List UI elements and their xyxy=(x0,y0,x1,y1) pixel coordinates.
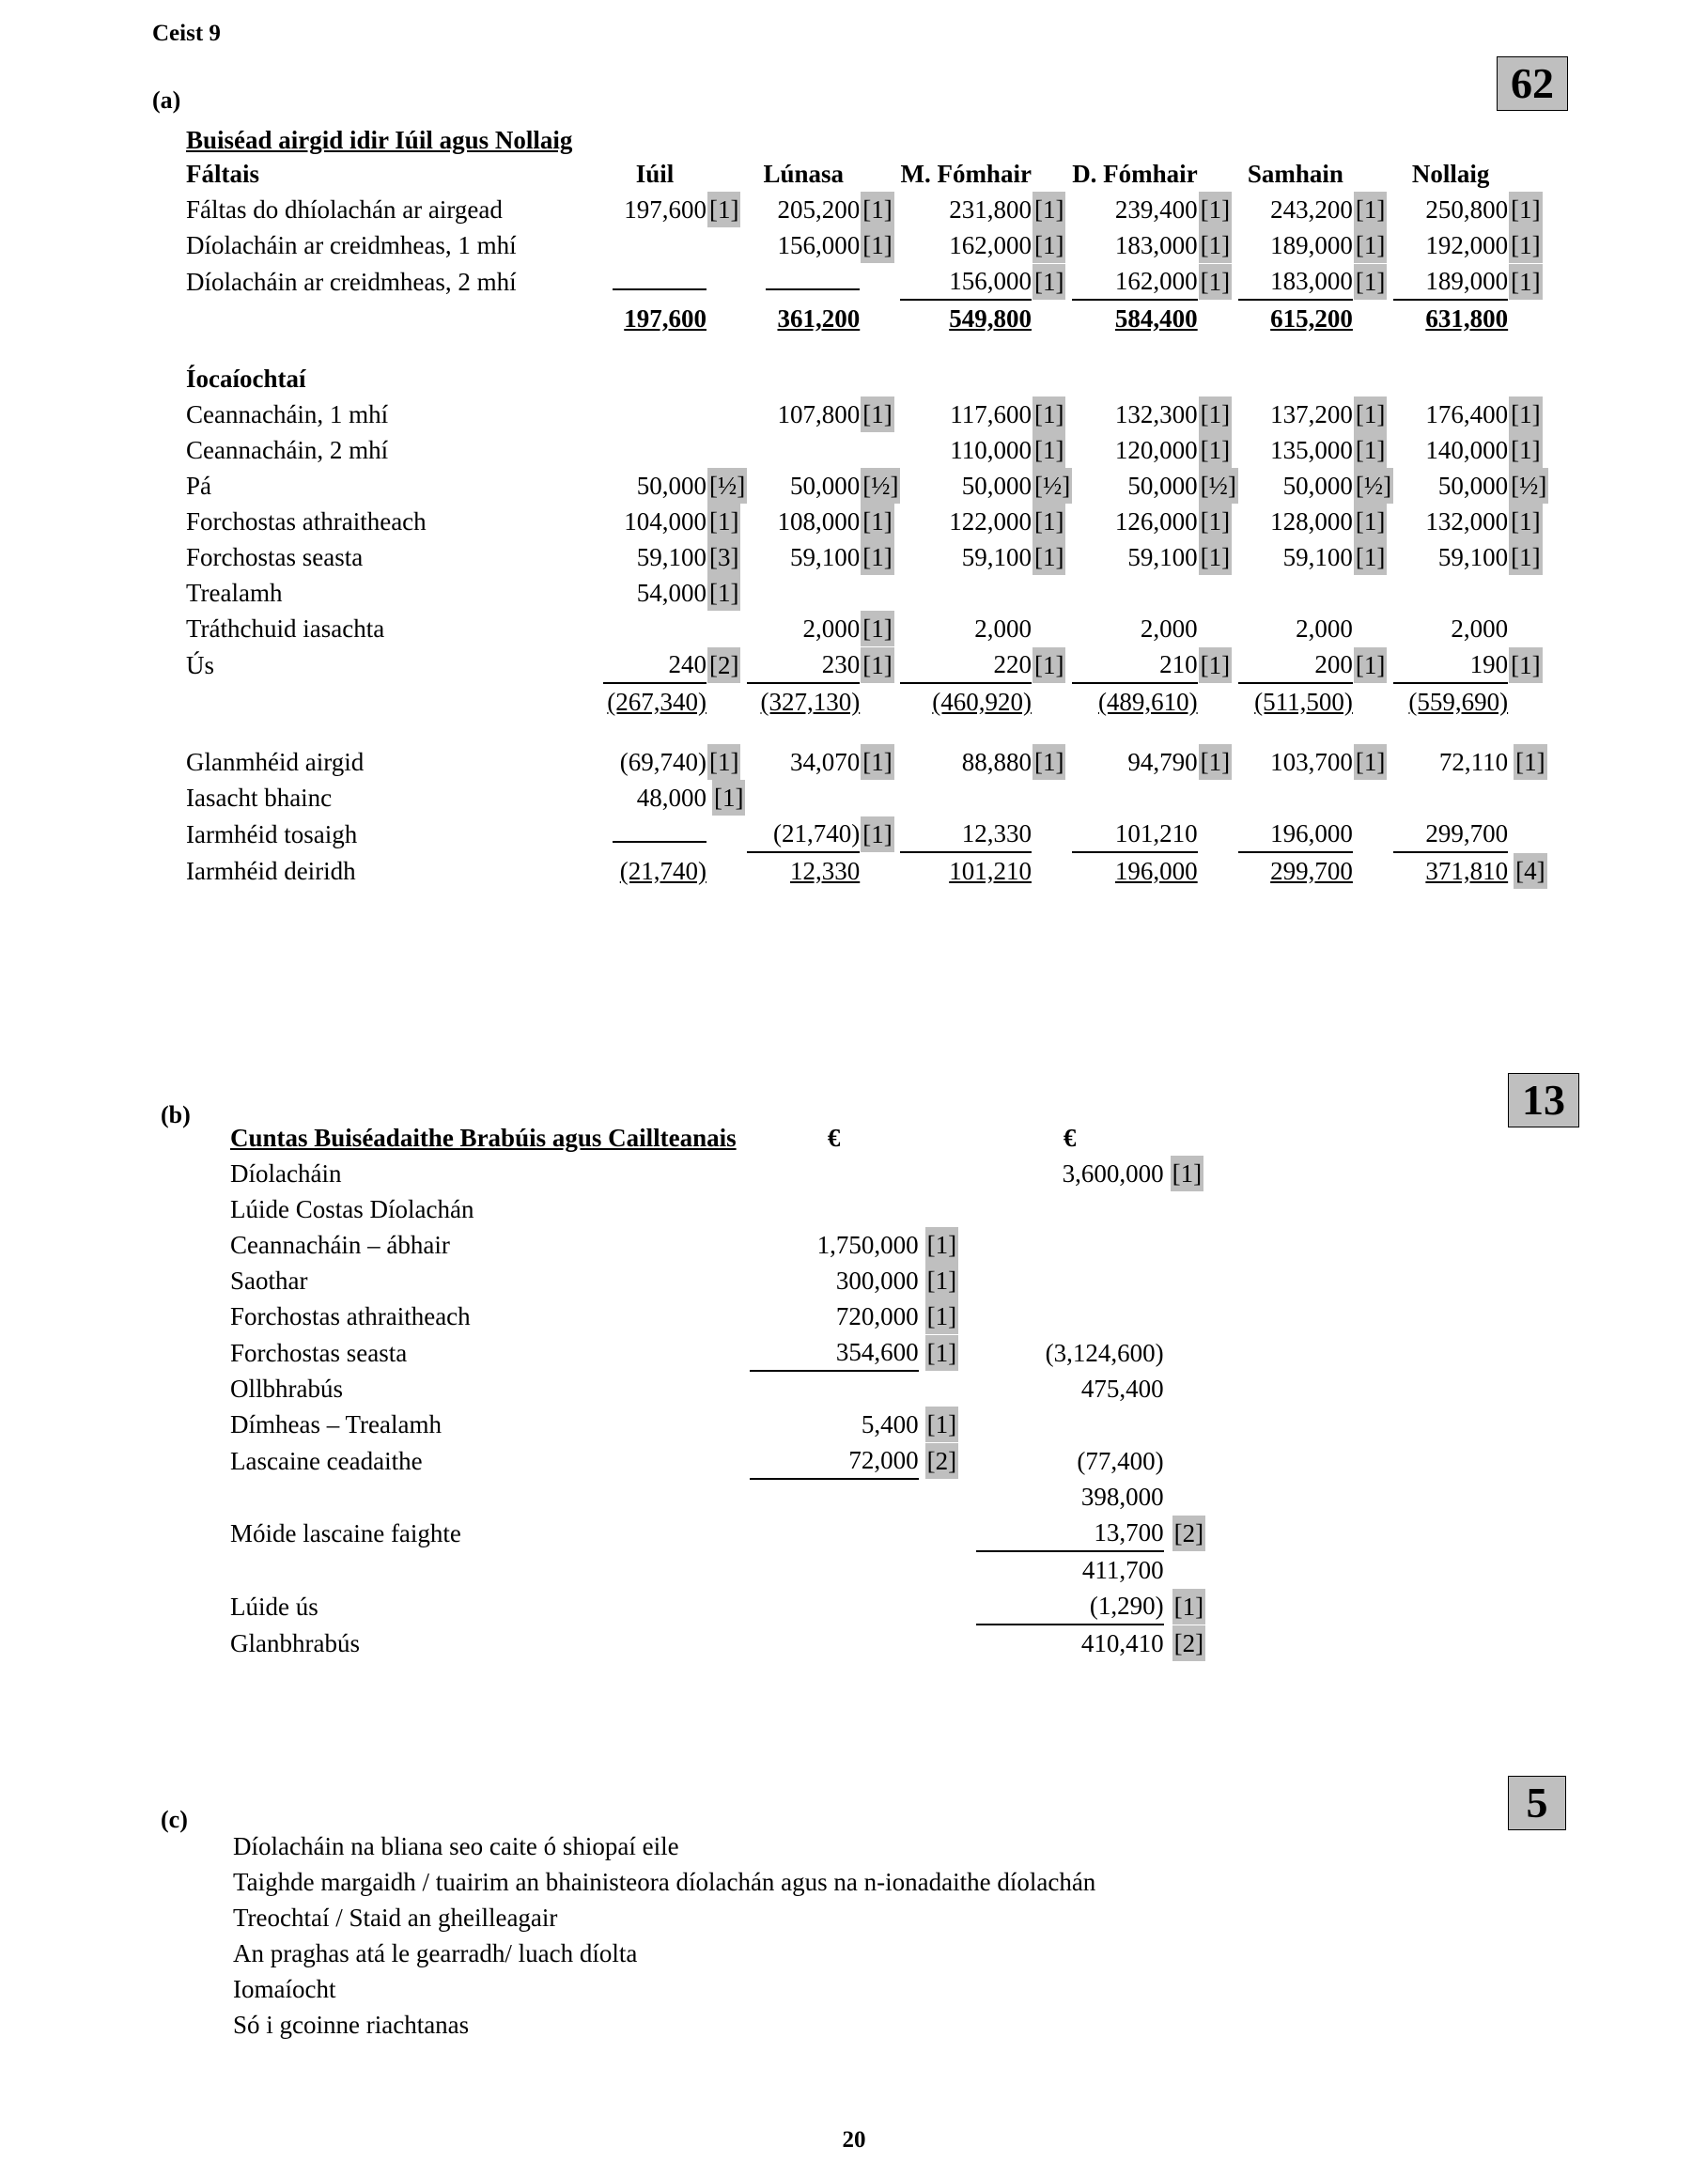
cell-value-col2: (3,124,600) xyxy=(1045,1339,1164,1367)
cell-value: 107,800 xyxy=(777,400,861,428)
mark-badge: [1] xyxy=(1033,504,1065,539)
row-label: Tráthchuid iasachta xyxy=(186,614,385,643)
cell-value: 50,000 xyxy=(636,472,706,500)
cell-value: 192,000 xyxy=(1425,231,1509,259)
mark-badge: [1] xyxy=(1199,192,1232,227)
table-header-row xyxy=(186,156,1548,192)
mark-badge: [1] xyxy=(1354,539,1387,575)
table-row xyxy=(186,780,1548,816)
row-label: Glanbhrabús xyxy=(230,1629,360,1657)
row-label: Trealamh xyxy=(186,579,283,607)
cell-value: 12,330 xyxy=(789,857,861,885)
cell-value: 137,200 xyxy=(1270,400,1353,428)
mark-badge: [1] xyxy=(1033,192,1065,227)
row-label: Iarmhéid tosaigh xyxy=(186,820,358,848)
mark-badge: [1] xyxy=(1509,192,1542,227)
budgeted-profit-loss-table xyxy=(230,1120,1221,1661)
mark-badge: [1] xyxy=(1033,264,1065,300)
cell-value: 104,000 xyxy=(624,507,706,536)
row-label: Móide lascaine faighte xyxy=(230,1519,461,1547)
mark-badge: [1] xyxy=(707,744,740,780)
mark-badge: [1] xyxy=(1514,744,1546,780)
mark-badge: [1] xyxy=(861,396,893,432)
currency-header-1: € xyxy=(827,1124,841,1152)
mark-badge: [1] xyxy=(861,504,893,539)
row-label: Ús xyxy=(186,651,215,679)
mark-badge: [1] xyxy=(1354,396,1387,432)
table-row xyxy=(230,1588,1221,1625)
mark-badge: [1] xyxy=(925,1263,958,1298)
mark-badge: [1] xyxy=(1172,1589,1205,1625)
mark-badge: [1] xyxy=(1033,396,1065,432)
cell-value-col2: (77,400) xyxy=(1077,1447,1164,1475)
row-label: Saothar xyxy=(230,1267,308,1295)
mark-badge: [1] xyxy=(1354,432,1387,468)
receipts-total-row xyxy=(186,300,1548,336)
row-label: Forchostas athraitheach xyxy=(186,507,427,536)
cell-value: 59,100 xyxy=(961,543,1032,571)
mark-badge: [1] xyxy=(1509,396,1542,432)
table-row xyxy=(186,816,1548,852)
mark-badge: [1] xyxy=(861,227,893,263)
row-label: Glanmhéid airgid xyxy=(186,748,365,776)
cash-budget-table xyxy=(186,156,1548,889)
cell-value: 162,000 xyxy=(1072,263,1197,300)
mark-badge: [3] xyxy=(707,539,740,575)
mark-badge: [1] xyxy=(861,192,893,227)
mark-badge: [1] xyxy=(1509,504,1542,539)
mark-badge: [1] xyxy=(925,1407,958,1442)
cell-value: 59,100 xyxy=(1437,543,1509,571)
mark-badge: [½] xyxy=(707,468,747,504)
cell-value-col1: 720,000 xyxy=(835,1302,919,1330)
row-label: Forchostas seasta xyxy=(230,1339,408,1367)
part-a-label: (a) xyxy=(152,86,181,114)
spacer-row xyxy=(186,720,1548,744)
mark-badge: [1] xyxy=(1354,744,1387,780)
table-row xyxy=(230,1334,1221,1371)
total-value: 361,200 xyxy=(777,304,861,333)
cell-value-col2: (1,290) xyxy=(976,1588,1164,1625)
part-c-answer-list xyxy=(233,1828,1095,2043)
mark-badge: [½] xyxy=(1509,468,1548,504)
mark-badge: [1] xyxy=(1033,432,1065,468)
payments-heading-row xyxy=(186,361,1548,396)
row-label: Lascaine ceadaithe xyxy=(230,1447,423,1475)
table-row xyxy=(230,1407,1221,1442)
col-header-oct: D. Fómhair xyxy=(1072,160,1198,188)
table-row xyxy=(186,575,1548,611)
mark-badge: [2] xyxy=(1172,1625,1205,1661)
cell-value: 72,110 xyxy=(1438,748,1509,776)
mark-badge: [1] xyxy=(1509,264,1542,300)
cell-value: 128,000 xyxy=(1270,507,1353,536)
total-value: 549,800 xyxy=(949,304,1032,333)
total-value: 615,200 xyxy=(1270,304,1353,333)
total-value: (460,920) xyxy=(932,688,1032,716)
total-value: (489,610) xyxy=(1097,688,1198,716)
mark-badge: [1] xyxy=(1199,227,1232,263)
table-header-row xyxy=(230,1120,1221,1156)
list-item: Díolacháin na bliana seo caite ó shiopaí eile xyxy=(233,1832,679,1860)
mark-badge: [2] xyxy=(707,647,740,683)
mark-badge: [1] xyxy=(861,611,893,646)
col-header-nov: Samhain xyxy=(1247,160,1343,188)
table-row xyxy=(230,1156,1221,1191)
cell-value: 239,400 xyxy=(1114,195,1198,224)
cell-value-col2: 410,410 xyxy=(1080,1629,1164,1657)
cell-value: 371,810 xyxy=(1425,857,1509,885)
profit-loss-grid xyxy=(230,1120,1221,1661)
mark-badge: [½] xyxy=(1033,468,1072,504)
table-row xyxy=(186,468,1548,504)
mark-badge: [1] xyxy=(925,1335,958,1371)
table-row xyxy=(230,1625,1221,1661)
row-label xyxy=(230,1551,750,1588)
payments-heading: Íocaíochtaí xyxy=(186,365,306,393)
list-item: Taighde margaidh / tuairim an bhainisteora díolachán agus na n-ionadaithe díolachán xyxy=(233,1868,1096,1896)
cell-value: 59,100 xyxy=(1127,543,1198,571)
mark-badge: [½] xyxy=(1354,468,1393,504)
cell-value: 162,000 xyxy=(949,231,1032,259)
cell-value: 240 xyxy=(603,646,706,683)
table-row xyxy=(230,1479,1221,1515)
currency-header-2: € xyxy=(1063,1124,1077,1152)
cell-value-col1: 1,750,000 xyxy=(816,1231,919,1259)
mark-badge: [1] xyxy=(1199,647,1232,683)
cell-value: 183,000 xyxy=(1114,231,1198,259)
cell-value: 50,000 xyxy=(961,472,1032,500)
table-row xyxy=(186,263,1548,300)
mark-badge: [½] xyxy=(861,468,900,504)
cell-value: 126,000 xyxy=(1114,507,1198,536)
cell-value: 2,000 xyxy=(974,614,1032,643)
cell-value: 250,800 xyxy=(1425,195,1509,224)
part-a-title: Buiséad airgid idir Iúil agus Nollaig xyxy=(186,126,573,154)
mark-badge: [1] xyxy=(1509,539,1542,575)
blank-underline xyxy=(766,268,860,290)
mark-badge: [1] xyxy=(1199,396,1232,432)
row-label: Díolacháin ar creidmheas, 2 mhí xyxy=(186,268,517,296)
cell-value: 48,000 xyxy=(636,784,706,812)
cell-value: (21,740) xyxy=(619,857,706,885)
cell-value: 197,600 xyxy=(624,195,706,224)
cell-value: 59,100 xyxy=(1282,543,1353,571)
part-b-title: Cuntas Buiséadaithe Brabúis agus Caillteanais xyxy=(230,1124,737,1152)
mark-badge: [1] xyxy=(1033,227,1065,263)
total-value: (267,340) xyxy=(607,688,706,716)
table-row xyxy=(186,646,1548,683)
mark-badge: [1] xyxy=(1171,1156,1203,1191)
cell-value: 183,000 xyxy=(1238,263,1353,300)
cell-value: 50,000 xyxy=(789,472,861,500)
cell-value-col2: 411,700 xyxy=(1081,1556,1164,1584)
cell-value-col1: 300,000 xyxy=(835,1267,919,1295)
total-value: 584,400 xyxy=(1114,304,1198,333)
cell-value: 132,000 xyxy=(1425,507,1509,536)
col-header-sep: M. Fómhair xyxy=(900,160,1032,188)
cell-value: 205,200 xyxy=(777,195,861,224)
total-value: (327,130) xyxy=(760,688,861,716)
mark-badge: [1] xyxy=(861,816,893,852)
cell-value: 243,200 xyxy=(1270,195,1353,224)
mark-badge: [1] xyxy=(1354,647,1387,683)
table-row xyxy=(230,1371,1221,1407)
blank-underline xyxy=(613,268,706,290)
row-label: Díolacháin xyxy=(230,1159,342,1188)
mark-badge: [2] xyxy=(1172,1516,1205,1551)
cell-value: 176,400 xyxy=(1425,400,1509,428)
total-value: 197,600 xyxy=(624,304,706,333)
cell-value: 196,000 xyxy=(1238,816,1353,852)
cell-value: 120,000 xyxy=(1114,436,1198,464)
cell-value: 50,000 xyxy=(1127,472,1198,500)
cell-value: 299,700 xyxy=(1393,816,1508,852)
cell-value: 189,000 xyxy=(1270,231,1353,259)
table-row xyxy=(230,1227,1221,1263)
mark-badge: [1] xyxy=(1033,647,1065,683)
table-row xyxy=(230,1298,1221,1334)
cash-budget-grid xyxy=(186,156,1548,889)
mark-badge: [1] xyxy=(1354,192,1387,227)
mark-badge: [1] xyxy=(861,744,893,780)
list-item: An praghas atá le gearradh/ luach díolta xyxy=(233,1939,638,1967)
cell-value: 110,000 xyxy=(950,436,1032,464)
mark-badge: [1] xyxy=(1033,539,1065,575)
row-label: Ollbhrabús xyxy=(230,1375,343,1403)
row-label: Iarmhéid deiridh xyxy=(186,857,356,885)
mark-badge: [1] xyxy=(1354,504,1387,539)
cell-value xyxy=(603,227,706,263)
cell-value-col1: 72,000 xyxy=(750,1442,919,1479)
table-row xyxy=(230,1442,1221,1479)
row-label: Ceannacháin, 1 mhí xyxy=(186,400,389,428)
cell-value: 2,000 xyxy=(1140,614,1198,643)
page-number: 20 xyxy=(842,2127,866,2153)
cell-value: 2,000 xyxy=(1451,614,1509,643)
part-c-marks-box: 5 xyxy=(1508,1776,1566,1830)
row-label: Dímheas – Trealamh xyxy=(230,1410,442,1438)
mark-badge: [1] xyxy=(1354,264,1387,300)
row-label: Forchostas seasta xyxy=(186,543,364,571)
mark-badge: [1] xyxy=(707,575,740,611)
mark-badge: [1] xyxy=(925,1298,958,1334)
table-row xyxy=(186,504,1548,539)
mark-badge: [1] xyxy=(1199,504,1232,539)
col-header-receipts: Fáltais xyxy=(186,160,259,188)
cell-value: (69,740) xyxy=(619,748,706,776)
part-b-marks-box: 13 xyxy=(1508,1073,1579,1127)
payments-total-row xyxy=(186,683,1548,720)
mark-badge: [4] xyxy=(1514,853,1546,889)
blank-underline xyxy=(613,820,706,843)
table-row xyxy=(230,1515,1221,1551)
mark-badge: [2] xyxy=(925,1443,958,1479)
cell-value: 103,700 xyxy=(1270,748,1353,776)
row-label: Pá xyxy=(186,472,211,500)
mark-badge: [1] xyxy=(1199,744,1232,780)
cell-value: 196,000 xyxy=(1114,857,1198,885)
part-a-marks-box: 62 xyxy=(1497,56,1568,111)
cell-value: 50,000 xyxy=(1282,472,1353,500)
cell-value: 34,070 xyxy=(789,748,861,776)
table-row xyxy=(186,852,1548,889)
cell-value: 94,790 xyxy=(1127,748,1198,776)
cell-value: (21,740) xyxy=(747,816,860,852)
mark-badge: [1] xyxy=(861,539,893,575)
mark-badge: [1] xyxy=(925,1227,958,1263)
row-label: Díolacháin ar creidmheas, 1 mhí xyxy=(186,231,517,259)
mark-badge: [1] xyxy=(707,504,740,539)
cell-value: 108,000 xyxy=(777,507,861,536)
mark-badge: [1] xyxy=(861,647,893,683)
table-row xyxy=(230,1551,1221,1588)
cell-value: 88,880 xyxy=(961,748,1032,776)
row-label: Forchostas athraitheach xyxy=(230,1302,471,1330)
part-c-label: (c) xyxy=(161,1806,188,1833)
list-item: Iomaíocht xyxy=(233,1975,336,2003)
list-item: Só i gcoinne riachtanas xyxy=(233,2011,470,2039)
cell-value-col2: 398,000 xyxy=(1080,1483,1164,1511)
table-row xyxy=(186,539,1548,575)
cell-value: 189,000 xyxy=(1393,263,1508,300)
row-label: Fáltas do dhíolachán ar airgead xyxy=(186,195,503,224)
mark-badge: [1] xyxy=(1354,227,1387,263)
total-value: (559,690) xyxy=(1408,688,1509,716)
cell-value-col1 xyxy=(750,1156,919,1191)
cell-value: 50,000 xyxy=(1437,472,1509,500)
cell-value-col2: 475,400 xyxy=(1080,1375,1164,1403)
col-header-aug: Lúnasa xyxy=(763,160,845,188)
cell-value: 101,210 xyxy=(1072,816,1197,852)
spacer-row xyxy=(186,336,1548,361)
cell-value: 122,000 xyxy=(949,507,1032,536)
table-row xyxy=(230,1263,1221,1298)
mark-badge: [1] xyxy=(1199,539,1232,575)
cell-value: 2,000 xyxy=(1296,614,1353,643)
cell-value: 299,700 xyxy=(1270,857,1353,885)
table-row xyxy=(186,227,1548,263)
cell-value: 54,000 xyxy=(636,579,706,607)
list-item: Treochtaí / Staid an gheilleagair xyxy=(233,1904,558,1932)
table-row xyxy=(186,192,1548,227)
mark-badge: [1] xyxy=(1199,264,1232,300)
cell-value: 156,000 xyxy=(777,231,861,259)
row-label: Lúide ús xyxy=(230,1593,318,1621)
table-row xyxy=(230,1191,1221,1227)
row-label xyxy=(230,1479,750,1515)
table-row xyxy=(186,744,1548,780)
cell-value: 2,000 xyxy=(802,614,861,643)
part-b-label: (b) xyxy=(161,1101,191,1128)
table-row xyxy=(186,396,1548,432)
col-header-dec: Nollaig xyxy=(1411,160,1490,188)
cell-value: 190 xyxy=(1393,646,1508,683)
cell-value: 132,300 xyxy=(1114,400,1198,428)
row-label: Lúide Costas Díolachán xyxy=(230,1195,474,1223)
cell-value-col1: 5,400 xyxy=(861,1410,919,1438)
cell-value: 59,100 xyxy=(636,543,706,571)
mark-badge: [1] xyxy=(707,192,740,227)
cell-value: 210 xyxy=(1072,646,1197,683)
table-row xyxy=(186,611,1548,646)
cell-value-col1: 354,600 xyxy=(750,1334,919,1371)
row-label: Ceannacháin – ábhair xyxy=(230,1231,450,1259)
cell-value-col2: 13,700 xyxy=(976,1515,1164,1551)
mark-badge: [1] xyxy=(1509,647,1542,683)
total-value: 631,800 xyxy=(1425,304,1509,333)
cell-value: 135,000 xyxy=(1270,436,1353,464)
mark-badge: [1] xyxy=(1199,432,1232,468)
cell-value: 101,210 xyxy=(949,857,1032,885)
mark-badge: [½] xyxy=(1199,468,1238,504)
cell-value: 117,600 xyxy=(950,400,1032,428)
page-title: Ceist 9 xyxy=(152,21,221,46)
col-header-jul: Iúil xyxy=(635,160,675,188)
mark-badge: [1] xyxy=(1033,744,1065,780)
cell-value: 230 xyxy=(747,646,860,683)
cell-value: 59,100 xyxy=(789,543,861,571)
mark-badge: [1] xyxy=(1509,432,1542,468)
row-label: Ceannacháin, 2 mhí xyxy=(186,436,389,464)
cell-value: 156,000 xyxy=(900,263,1031,300)
mark-badge: [1] xyxy=(1509,227,1542,263)
cell-value-col2: 3,600,000 xyxy=(1062,1159,1164,1188)
table-row xyxy=(186,432,1548,468)
cell-value: 12,330 xyxy=(900,816,1031,852)
cell-value: 140,000 xyxy=(1425,436,1509,464)
total-value: (511,500) xyxy=(1254,688,1353,716)
cell-value: 200 xyxy=(1238,646,1353,683)
cell-value: 220 xyxy=(900,646,1031,683)
mark-badge: [1] xyxy=(712,780,745,816)
row-label: Iasacht bhainc xyxy=(186,784,333,812)
cell-value: 231,800 xyxy=(949,195,1032,224)
